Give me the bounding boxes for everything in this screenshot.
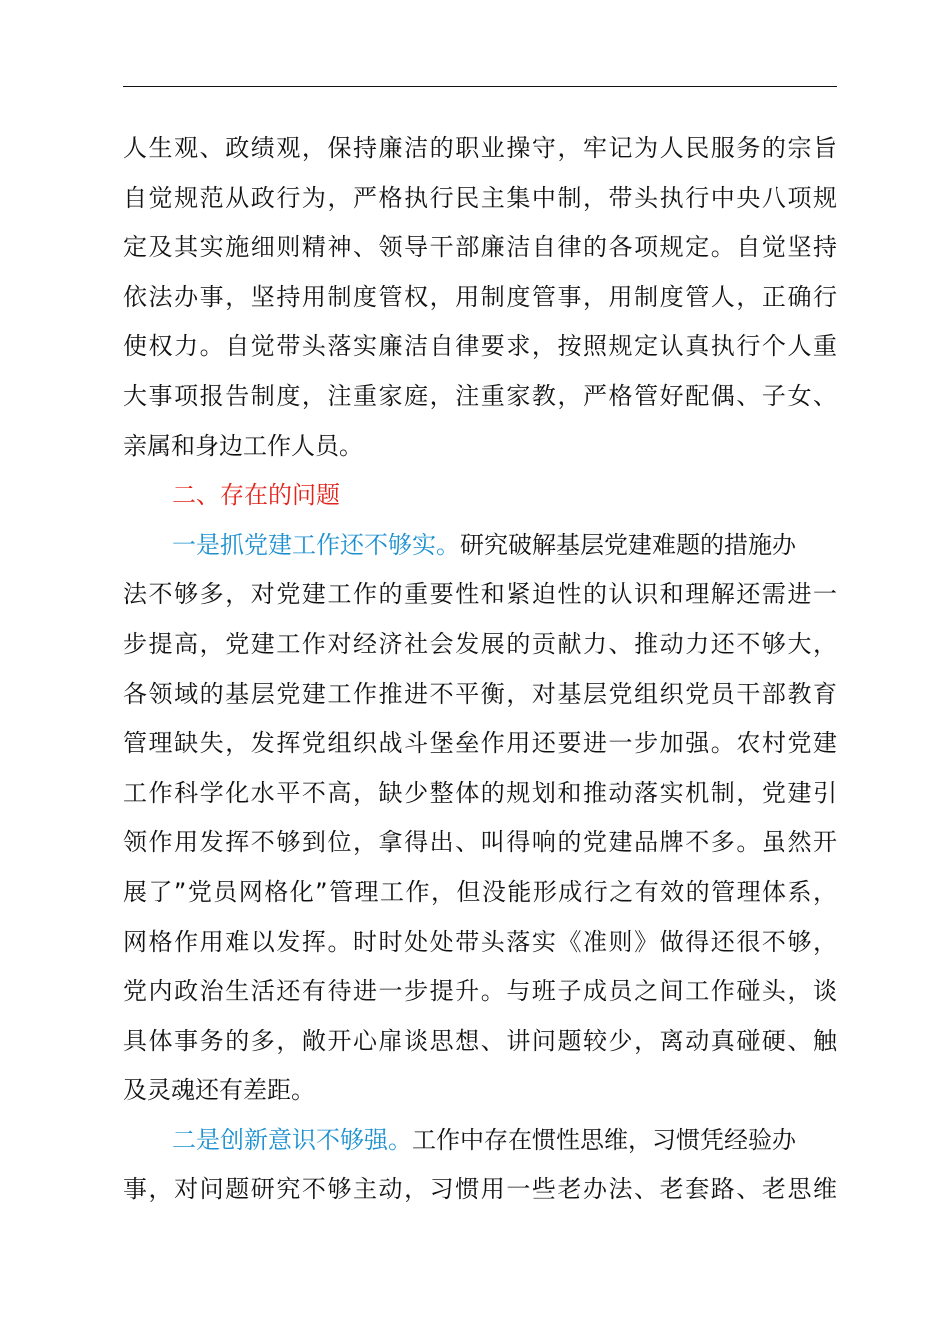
text-line: 定及其实施细则精神、领导干部廉洁自律的各项规定。自觉坚持: [123, 233, 837, 262]
text-line: 使权力。自觉带头落实廉洁自律要求，按照规定认真执行个人重: [123, 332, 837, 361]
text-line: 网格作用难以发挥。时时处处带头落实《准则》做得还很不够，: [123, 927, 837, 956]
paragraph-text: 研究破解基层党建难题的措施办: [460, 530, 796, 559]
section-heading: 二、存在的问题: [172, 481, 340, 510]
text-line: 大事项报告制度，注重家庭，注重家教，严格管好配偶、子女、: [123, 381, 837, 410]
text-line: 各领域的基层党建工作推进不平衡，对基层党组织党员干部教育: [123, 679, 837, 708]
paragraph-text: 工作中存在惯性思维，习惯凭经验办: [412, 1125, 796, 1154]
paragraph-lead: 二是创新意识不够强。: [172, 1125, 412, 1154]
text-line: 党内政治生活还有待进一步提升。与班子成员之间工作碰头，谈: [123, 977, 837, 1006]
text-line: 领作用发挥不够到位，拿得出、叫得响的党建品牌不多。虽然开: [123, 828, 837, 857]
text-line: 亲属和身边工作人员。: [123, 431, 363, 460]
text-line: 依法办事，坚持用制度管权，用制度管事，用制度管人，正确行: [123, 282, 837, 311]
text-line: 具体事务的多，敞开心扉谈思想、讲问题较少，离动真碰硬、触: [123, 1026, 837, 1055]
header-rule: [123, 86, 837, 87]
text-line: 及灵魂还有差距。: [123, 1076, 315, 1105]
text-line: 事，对问题研究不够主动，习惯用一些老办法、老套路、老思维: [123, 1175, 837, 1204]
text-line: 自觉规范从政行为，严格执行民主集中制，带头执行中央八项规: [123, 183, 837, 212]
text-line: 步提高，党建工作对经济社会发展的贡献力、推动力还不够大，: [123, 629, 837, 658]
paragraph-lead: 一是抓党建工作还不够实。: [172, 530, 460, 559]
text-line: 工作科学化水平不高，缺少整体的规划和推动落实机制，党建引: [123, 778, 837, 807]
text-line: 法不够多，对党建工作的重要性和紧迫性的认识和理解还需进一: [123, 580, 837, 609]
text-line: 展了”党员网格化”管理工作，但没能形成行之有效的管理体系，: [123, 877, 837, 906]
paragraph-first-line: [123, 1116, 837, 1166]
text-line: 人生观、政绩观，保持廉洁的职业操守，牢记为人民服务的宗旨: [123, 134, 837, 162]
paragraph-first-line: [123, 521, 837, 571]
document-body: [123, 124, 837, 1215]
text-line: 管理缺失，发挥党组织战斗堡垒作用还要进一步加强。农村党建: [123, 729, 837, 758]
